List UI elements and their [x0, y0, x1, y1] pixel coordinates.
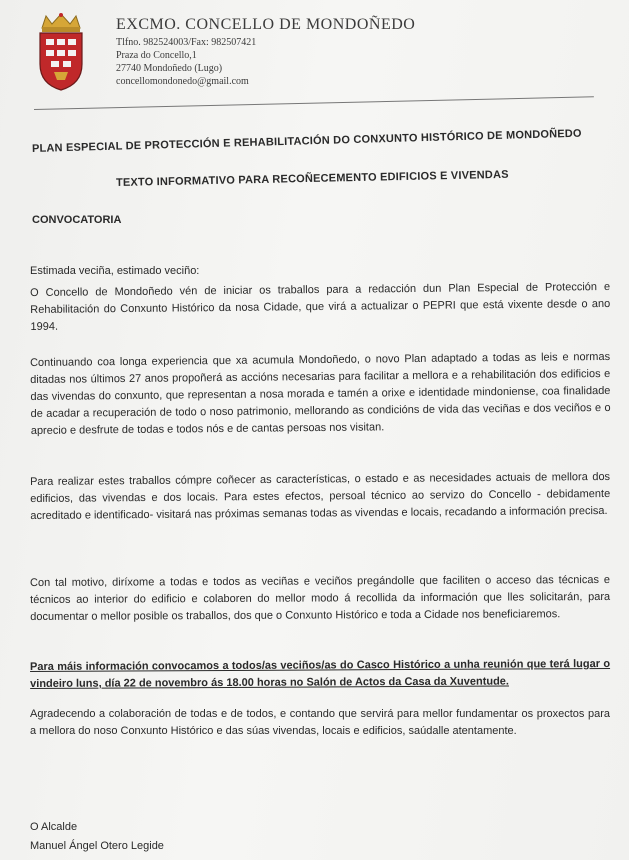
- section-heading: CONVOCATORIA: [32, 214, 122, 226]
- coat-of-arms-icon: [32, 12, 90, 92]
- document-title: PLAN ESPECIAL DE PROTECCIÓN E REHABILITACIÓN DO CONXUNTO HISTÓRICO DE MONDOÑEDO: [31, 127, 582, 155]
- address: Praza do Concello,1: [116, 50, 197, 61]
- paragraph-request: Con tal motivo, diríxome a todas e todos as veciñas e veciños pregándolle que faciliten o acceso das técnicas e técnicos ao interior do edificio e colaboren do mellor modo á recollida da información que lles solicitarán, para documentar o mellor posible os traballos, dos que o Conxunto Histórico e toda a Cidade nos beneficiaremos.: [30, 573, 611, 623]
- paragraph-meeting: Para máis información convocamos a todos/as veciños/as do Casco Histórico a unha reunión que terá lugar o vindeiro luns, día 22 de novembro ás 18.00 horas no Salón de Actos da Casa da Xuventude.: [30, 657, 611, 690]
- signature-name: Manuel Ángel Otero Legide: [30, 840, 164, 852]
- greeting: Estimada veciña, estimado veciño:: [30, 265, 200, 277]
- paragraph-intro: O Concello de Mondoñedo vén de iniciar os traballos para a redacción dun Plan Especial de Protección e Rehabilitación do Conxunto Histórico da nosa Cidade, que virá a actualizar o PEPRI que está vixente desde o ano 1994.: [30, 280, 611, 333]
- city: 27740 Mondoñedo (Lugo): [116, 63, 223, 74]
- letterhead: [116, 16, 415, 88]
- email: concellomondonedo@gmail.com: [116, 76, 249, 87]
- signature-role: O Alcalde: [30, 821, 78, 833]
- header-divider: [34, 96, 594, 110]
- council-name: EXCMO. CONCELLO DE MONDOÑEDO: [116, 16, 416, 33]
- paragraph-plan: Continuando coa longa experiencia que xa acumula Mondoñedo, o novo Plan adaptado a todas as leis e normas ditadas nos últimos 27 anos propoñerá as accións necesarias para facilitar a mellora e a rehabilitación dos edificios e das vivendas do conxunto, que representan a nosa morada e tamén a orixe e identidade mindoniense, coa finalidade de acadar a recuperación de todo o noso patrimonio, mellorando as condicións de vida das veciñas e dos veciños e o aprecio e desfrute de todas e todos nós e de cantas persoas nos visitan.: [30, 350, 611, 437]
- paragraph-closing: Agradecendo a colaboración de todas e de todos, e contando que servirá para mellor fundamentar os proxectos para a mellora do noso Conxunto Histórico e das súas vivendas, locais e edificios, saúdalle atentamente.: [30, 708, 610, 737]
- paragraph-survey: Para realizar estes traballos cómpre coñecer as características, o estado e as necesidades actuais de mellora dos edificios, das vivendas e dos locais. Para estes efectos, persoal técnico ao servizo do Concello - debidamente acreditado e identificado- visitará nas próximas semanas todas as vivendas e locais, recadando a información precisa.: [30, 470, 611, 522]
- phone-fax: Tlfno. 982524003/Fax: 982507421: [116, 37, 257, 48]
- document-subtitle: TEXTO INFORMATIVO PARA RECOÑECEMENTO EDIFICIOS E VIVENDAS: [115, 168, 509, 189]
